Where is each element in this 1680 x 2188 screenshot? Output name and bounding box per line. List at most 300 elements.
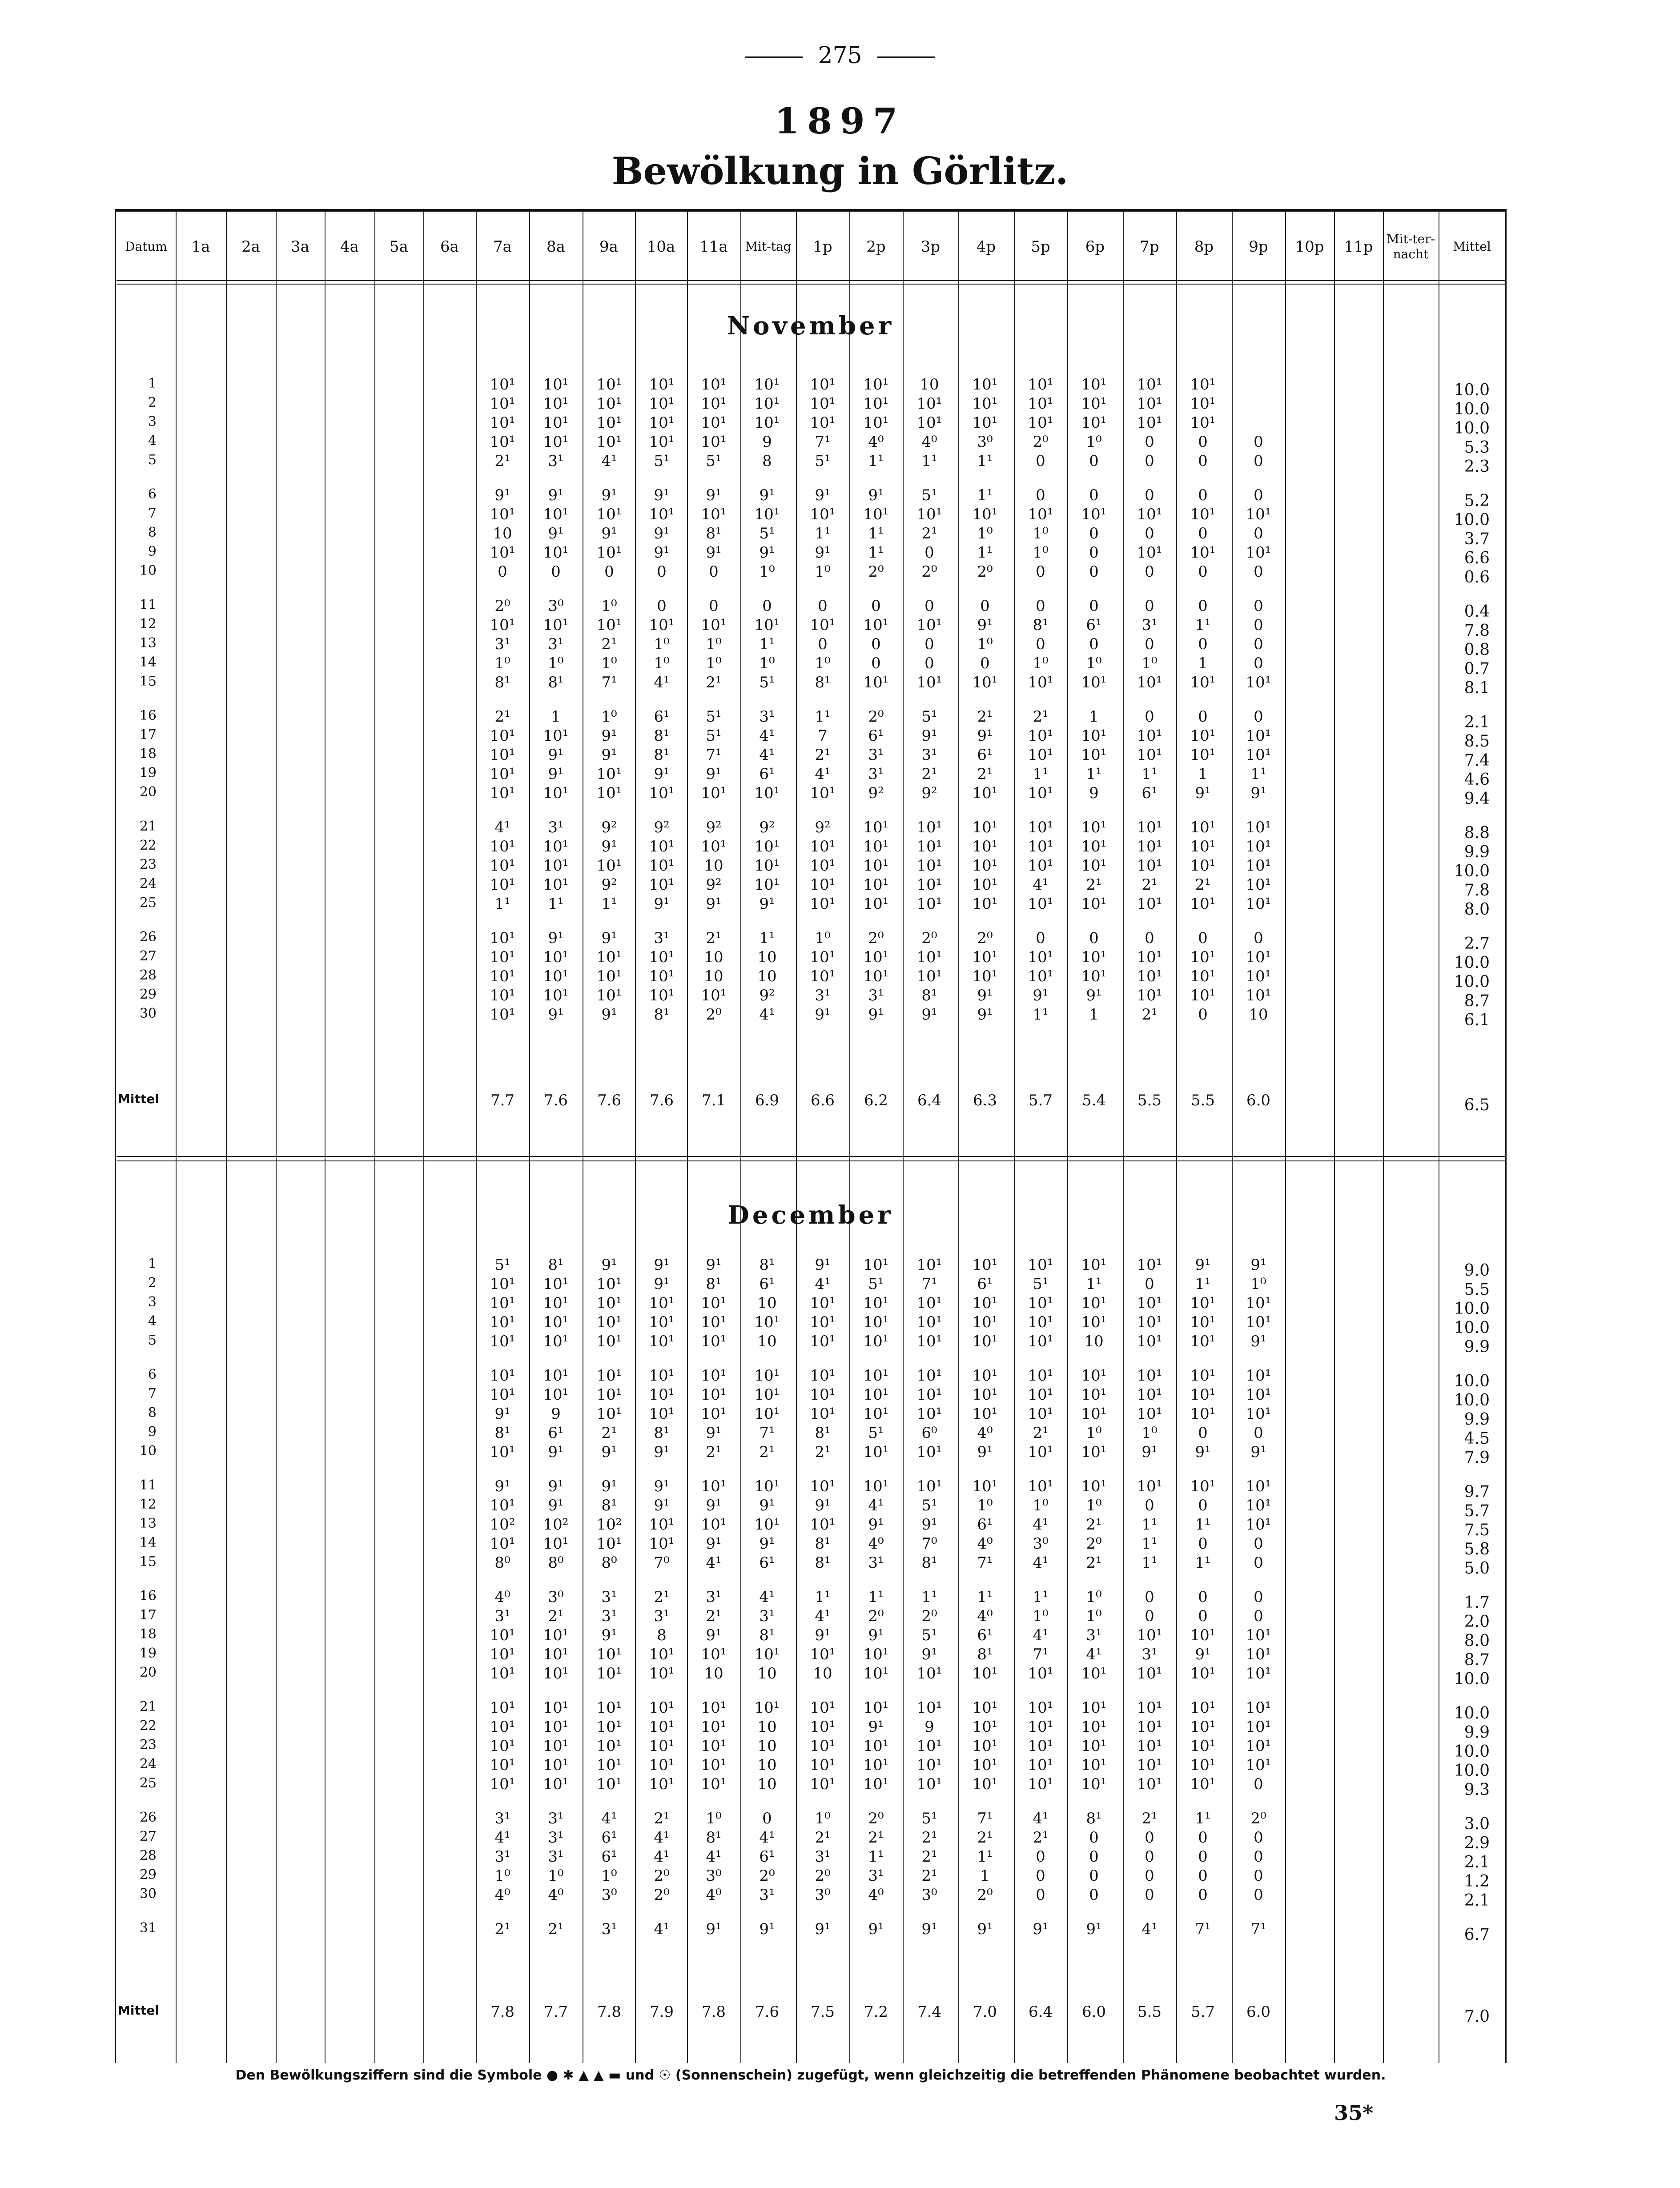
hourly-value: 0	[657, 563, 667, 581]
hourly-value: 10¹	[490, 1386, 515, 1404]
hourly-value: 10¹	[863, 674, 889, 691]
hourly-value: 10¹	[1190, 1756, 1216, 1774]
section-rule-2	[117, 1160, 1505, 1161]
hourly-value: 0	[980, 597, 990, 615]
hourly-value: 10	[757, 1718, 777, 1736]
hourly-value: 10¹	[701, 784, 727, 802]
hourly-value: 1¹	[1195, 1810, 1211, 1827]
hourly-value: 1⁰	[1086, 1497, 1102, 1514]
hourly-value: 4¹	[759, 1829, 775, 1847]
hourly-value: 10¹	[1246, 1386, 1271, 1404]
hourly-value: 10¹	[916, 819, 942, 836]
day-number: 2	[148, 395, 157, 410]
hourly-value: 10¹	[1028, 395, 1053, 413]
column-header: 9a	[599, 238, 618, 256]
day-number: 20	[139, 1665, 157, 1680]
hourly-value: 10¹	[1081, 746, 1107, 764]
hourly-value: 3⁰	[601, 1886, 617, 1904]
hourly-value: 10¹	[916, 968, 942, 985]
hourly-value: 9¹	[548, 1443, 564, 1461]
hourly-value: 4¹	[601, 1810, 617, 1827]
hourly-value: 10¹	[972, 506, 998, 523]
hourly-value: 10¹	[1190, 895, 1216, 913]
hourly-value: 6¹	[868, 727, 884, 745]
hourly-value: 9	[924, 1718, 934, 1736]
hourly-value: 10¹	[1137, 838, 1162, 855]
hourly-value: 10¹	[1246, 1646, 1271, 1663]
hourly-value: 10¹	[972, 838, 998, 855]
day-number: 3	[148, 1294, 157, 1310]
hourly-value: 2¹	[977, 1829, 993, 1847]
hourly-value: 10¹	[1137, 1386, 1162, 1404]
hourly-value: 0	[818, 635, 828, 653]
hourly-value: 10¹	[916, 1256, 942, 1274]
hourly-value: 2¹	[977, 708, 993, 726]
hourly-value: 0	[1254, 1867, 1263, 1885]
column-rule	[226, 212, 227, 2063]
hourly-value: 3¹	[601, 1588, 617, 1606]
column-header: 3p	[920, 238, 940, 256]
hourly-value: 9¹	[706, 1497, 722, 1514]
daily-mean: 10.0	[1454, 954, 1490, 972]
hourly-value: 10¹	[1190, 1665, 1216, 1682]
hourly-value: 10¹	[972, 395, 998, 413]
hourly-value: 10¹	[543, 1367, 569, 1385]
hourly-value: 10¹	[1028, 1313, 1053, 1331]
hourly-value: 10¹	[649, 1699, 675, 1717]
hourly-value: 10¹	[810, 414, 836, 432]
hourly-value: 9¹	[601, 746, 617, 764]
hourly-value: 3¹	[601, 1920, 617, 1938]
hourly-value: 10¹	[972, 948, 998, 966]
daily-mean: 9.7	[1464, 1483, 1490, 1501]
hourly-value: 2¹	[1086, 876, 1102, 894]
hourly-value: 9²	[759, 987, 775, 1004]
hourly-value: 2¹	[1033, 708, 1049, 726]
hourly-value: 0	[1254, 486, 1263, 504]
hourly-value: 8¹	[548, 674, 564, 691]
hourly-value: 10¹	[810, 1367, 836, 1385]
hourly-value: 1¹	[815, 1588, 831, 1606]
hourly-value: 10¹	[490, 838, 515, 855]
daily-mean: 6.1	[1464, 1011, 1490, 1029]
hourly-value: 10¹	[490, 1699, 515, 1717]
hourly-value: 10¹	[543, 414, 569, 432]
hourly-value: 10¹	[649, 876, 675, 894]
hourly-value: 0	[1145, 452, 1154, 470]
hourly-value: 9¹	[706, 1626, 722, 1644]
daily-mean: 10.0	[1454, 862, 1490, 880]
hourly-value: 10¹	[701, 616, 727, 634]
hourly-value: 9¹	[706, 1256, 722, 1274]
hourly-value: 10¹	[649, 838, 675, 855]
hourly-value: 1¹	[1033, 1006, 1049, 1024]
hourly-value: 10¹	[649, 1665, 675, 1682]
hourly-value: 10¹	[649, 616, 675, 634]
hourly-mean: 7.4	[917, 2003, 942, 2021]
hourly-value: 10¹	[596, 1535, 622, 1553]
hourly-value: 10¹	[596, 544, 622, 562]
hourly-value: 1¹	[921, 1588, 937, 1606]
hourly-value: 10¹	[649, 1367, 675, 1385]
hourly-value: 10¹	[1028, 784, 1053, 802]
hourly-value: 10¹	[596, 784, 622, 802]
hourly-value: 0	[1198, 635, 1208, 653]
hourly-value: 10¹	[490, 544, 515, 562]
hourly-value: 8	[762, 452, 772, 470]
hourly-value: 10¹	[972, 1756, 998, 1774]
column-header: 11a	[699, 238, 728, 256]
hourly-value: 1⁰	[706, 1810, 722, 1827]
hourly-value: 0	[818, 597, 828, 615]
hourly-value: 10¹	[1190, 1367, 1216, 1385]
hourly-value: 10²	[543, 1516, 569, 1534]
hourly-value: 10¹	[490, 1535, 515, 1553]
daily-mean: 7.5	[1464, 1521, 1490, 1539]
column-rule	[796, 212, 797, 2063]
hourly-value: 0	[1036, 635, 1045, 653]
hourly-value: 4⁰	[921, 433, 937, 451]
hourly-value: 10¹	[1081, 1756, 1107, 1774]
hourly-value: 3¹	[868, 765, 884, 783]
hourly-value: 10¹	[810, 948, 836, 966]
hourly-value: 6¹	[548, 1424, 564, 1442]
hourly-value: 10¹	[490, 1313, 515, 1331]
hourly-value: 10¹	[649, 506, 675, 523]
hourly-value: 9²	[921, 784, 937, 802]
hourly-value: 9¹	[759, 895, 775, 913]
hourly-value: 0	[1198, 452, 1208, 470]
hourly-value: 10¹	[596, 765, 622, 783]
hourly-value: 10¹	[649, 433, 675, 451]
column-header: Mit‐tag	[745, 239, 792, 254]
hourly-value: 4⁰	[977, 1424, 993, 1442]
day-number: 11	[139, 597, 157, 613]
hourly-value: 6¹	[977, 746, 993, 764]
hourly-value: 10	[920, 376, 939, 393]
hourly-value: 10¹	[596, 948, 622, 966]
hourly-value: 0	[1036, 597, 1045, 615]
column-header: 1p	[813, 238, 832, 256]
hourly-value: 10¹	[543, 857, 569, 875]
day-number: 16	[139, 708, 157, 723]
hourly-value: 10¹	[596, 1646, 622, 1663]
hourly-value: 10¹	[1081, 1256, 1107, 1274]
daily-mean: 8.0	[1464, 1632, 1490, 1650]
hourly-value: 10¹	[972, 1477, 998, 1495]
hourly-value: 0	[1198, 433, 1208, 451]
day-number: 12	[139, 616, 157, 632]
hourly-value: 10¹	[649, 1333, 675, 1350]
hourly-value: 10¹	[1190, 1626, 1216, 1644]
hourly-value: 10¹	[863, 1256, 889, 1274]
hourly-value: 4⁰	[977, 1535, 993, 1553]
day-number: 30	[139, 1006, 157, 1021]
column-rule	[849, 212, 850, 2063]
hourly-value: 2¹	[706, 929, 722, 947]
hourly-value: 1⁰	[548, 654, 564, 672]
hourly-value: 10¹	[1028, 727, 1053, 745]
hourly-value: 10¹	[649, 1775, 675, 1793]
hourly-value: 10¹	[972, 1405, 998, 1423]
hourly-value: 10¹	[649, 1294, 675, 1312]
hourly-value: 3¹	[815, 987, 831, 1004]
hourly-value: 10¹	[916, 857, 942, 875]
hourly-value: 1⁰	[706, 654, 722, 672]
hourly-value: 10¹	[863, 395, 889, 413]
hourly-value: 10¹	[490, 1718, 515, 1736]
column-rule	[1232, 212, 1233, 2063]
hourly-value: 1¹	[1033, 1588, 1049, 1606]
day-number: 21	[139, 819, 157, 834]
column-header: 10a	[647, 238, 675, 256]
hourly-value: 1	[1089, 1006, 1099, 1024]
hourly-value: 10¹	[754, 1646, 780, 1663]
hourly-value: 10¹	[596, 506, 622, 523]
hourly-value: 9¹	[1250, 1333, 1266, 1350]
hourly-value: 3¹	[706, 1588, 722, 1606]
hourly-value: 10¹	[596, 433, 622, 451]
daily-mean: 7.8	[1464, 622, 1490, 640]
column-rule	[176, 212, 177, 2063]
hourly-value: 10¹	[1028, 1756, 1053, 1774]
hourly-value: 1	[551, 708, 561, 726]
hourly-value: 10¹	[1028, 746, 1053, 764]
hourly-value: 10¹	[972, 1333, 998, 1350]
hourly-value: 10¹	[972, 819, 998, 836]
hourly-value: 1⁰	[759, 654, 775, 672]
hourly-value: 9¹	[654, 544, 670, 562]
hourly-value: 0	[924, 654, 934, 672]
hourly-value: 1⁰	[1033, 1607, 1049, 1625]
hourly-value: 10¹	[1190, 1386, 1216, 1404]
hourly-value: 9¹	[1086, 987, 1102, 1004]
hourly-value: 8⁰	[601, 1554, 617, 1572]
hourly-value: 10¹	[490, 987, 515, 1004]
hourly-mean: 7.8	[490, 2003, 515, 2021]
hourly-value: 0	[1145, 1867, 1154, 1885]
hourly-value: 10	[757, 1775, 777, 1793]
hourly-value: 10¹	[701, 1386, 727, 1404]
hourly-value: 0	[1089, 452, 1099, 470]
column-header: Mittel	[1453, 239, 1491, 254]
hourly-value: 10¹	[1137, 506, 1162, 523]
hourly-value: 2¹	[759, 1443, 775, 1461]
hourly-value: 0	[709, 563, 719, 581]
hourly-value: 9¹	[654, 525, 670, 542]
hourly-value: 0	[1145, 433, 1154, 451]
hourly-value: 10¹	[916, 1737, 942, 1755]
hourly-value: 10¹	[543, 1699, 569, 1717]
hourly-value: 10¹	[863, 1367, 889, 1385]
hourly-value: 10¹	[1246, 544, 1271, 562]
hourly-value: 9²	[815, 819, 831, 836]
hourly-value: 4¹	[759, 746, 775, 764]
hourly-value: 1⁰	[601, 708, 617, 726]
hourly-value: 10¹	[1246, 895, 1271, 913]
hourly-value: 5¹	[1033, 1275, 1049, 1293]
hourly-value: 10¹	[649, 395, 675, 413]
hourly-value: 10¹	[1081, 727, 1107, 745]
hourly-value: 0	[1254, 525, 1263, 542]
hourly-value: 10¹	[596, 1665, 622, 1682]
column-header: 2p	[866, 238, 886, 256]
hourly-value: 10¹	[490, 784, 515, 802]
hourly-value: 10¹	[490, 1443, 515, 1461]
hourly-value: 2⁰	[921, 929, 937, 947]
hourly-value: 3⁰	[977, 433, 993, 451]
hourly-value: 10¹	[1190, 838, 1216, 855]
hourly-value: 10¹	[1081, 948, 1107, 966]
hourly-value: 0	[551, 563, 561, 581]
hourly-value: 9¹	[548, 1006, 564, 1024]
hourly-value: 0	[1145, 1829, 1154, 1847]
hourly-value: 9¹	[921, 727, 937, 745]
hourly-value: 8¹	[759, 1626, 775, 1644]
hourly-value: 1¹	[868, 544, 884, 562]
hourly-value: 0	[1198, 525, 1208, 542]
hourly-value: 0	[1254, 452, 1263, 470]
hourly-value: 2⁰	[815, 1867, 831, 1885]
hourly-value: 10¹	[1081, 819, 1107, 836]
hourly-value: 7¹	[759, 1424, 775, 1442]
hourly-value: 6¹	[1086, 616, 1102, 634]
hourly-mean: 7.5	[810, 2003, 835, 2021]
hourly-value: 9¹	[601, 1256, 617, 1274]
hourly-value: 7¹	[1250, 1920, 1266, 1938]
hourly-value: 3¹	[868, 987, 884, 1004]
hourly-value: 2¹	[1086, 1554, 1102, 1572]
hourly-value: 9	[762, 433, 772, 451]
daily-mean: 9.9	[1464, 843, 1490, 861]
hourly-value: 8¹	[494, 1424, 510, 1442]
hourly-value: 9¹	[494, 486, 510, 504]
hourly-value: 2⁰	[1086, 1535, 1102, 1553]
hourly-value: 4¹	[1086, 1646, 1102, 1663]
hourly-value: 9¹	[759, 544, 775, 562]
hourly-value: 10¹	[810, 1737, 836, 1755]
daily-mean: 5.3	[1464, 438, 1490, 457]
hourly-value: 10¹	[972, 1775, 998, 1793]
hourly-value: 0	[1254, 1775, 1263, 1793]
hourly-value: 10¹	[490, 414, 515, 432]
hourly-value: 10¹	[972, 1737, 998, 1755]
hourly-value: 1¹	[1195, 1275, 1211, 1293]
hourly-value: 10¹	[490, 1294, 515, 1312]
hourly-value: 2¹	[706, 1607, 722, 1625]
hourly-value: 2¹	[921, 765, 937, 783]
hourly-value: 10¹	[916, 1405, 942, 1423]
hourly-value: 8¹	[654, 727, 670, 745]
hourly-value: 10¹	[1137, 968, 1162, 985]
hourly-value: 9¹	[706, 1920, 722, 1938]
hourly-value: 10¹	[810, 616, 836, 634]
hourly-value: 3¹	[759, 1886, 775, 1904]
hourly-value: 8¹	[548, 1256, 564, 1274]
day-number: 10	[139, 563, 157, 578]
hourly-value: 1⁰	[654, 635, 670, 653]
column-header: 5p	[1031, 238, 1050, 256]
hourly-value: 10¹	[863, 414, 889, 432]
hourly-value: 10¹	[863, 819, 889, 836]
day-number: 12	[139, 1497, 157, 1512]
day-number: 24	[139, 876, 157, 891]
hourly-value: 0	[1254, 616, 1263, 634]
hourly-value: 1⁰	[977, 635, 993, 653]
hourly-value: 10¹	[543, 838, 569, 855]
hourly-value: 10¹	[701, 1699, 727, 1717]
day-number: 22	[139, 1718, 157, 1734]
hourly-value: 10¹	[701, 1646, 727, 1663]
hourly-value: 10¹	[490, 727, 515, 745]
footnote: Den Bewölkungsziffern sind die Symbole ● ✱ ▲ ▲ ▬ und ☉ (Sonnenschein) zugefügt, wenn gleichzeitig die betreffenden Phänomene beobachtet wurden.	[235, 2068, 1386, 2083]
hourly-value: 0	[1254, 1424, 1263, 1442]
hourly-value: 10¹	[490, 1006, 515, 1024]
hourly-value: 10¹	[1190, 506, 1216, 523]
hourly-value: 10¹	[1137, 376, 1162, 393]
hourly-value: 10¹	[916, 674, 942, 691]
hourly-value: 1⁰	[1086, 1424, 1102, 1442]
hourly-value: 10¹	[596, 376, 622, 393]
hourly-value: 5¹	[706, 708, 722, 726]
hourly-value: 10¹	[972, 414, 998, 432]
daily-mean: 8.0	[1464, 900, 1490, 919]
hourly-value: 10¹	[754, 838, 780, 855]
hourly-value: 0	[1198, 486, 1208, 504]
hourly-value: 10¹	[1246, 987, 1271, 1004]
hourly-value: 10¹	[1190, 819, 1216, 836]
hourly-value: 10¹	[863, 1699, 889, 1717]
month-heading: November	[727, 311, 895, 341]
hourly-value: 10¹	[490, 857, 515, 875]
day-number: 9	[148, 1424, 157, 1440]
month-heading: December	[727, 1200, 894, 1230]
hourly-mean: 7.9	[649, 2003, 674, 2021]
hourly-value: 10¹	[1028, 1333, 1053, 1350]
hourly-value: 10¹	[1246, 968, 1271, 985]
daily-mean: 10.0	[1454, 973, 1490, 991]
hourly-value: 10	[757, 1756, 777, 1774]
hourly-value: 3¹	[494, 1810, 510, 1827]
hourly-value: 9¹	[868, 1718, 884, 1736]
hourly-value: 9²	[759, 819, 775, 836]
hourly-value: 9¹	[1033, 1920, 1049, 1938]
hourly-value: 10¹	[1190, 376, 1216, 393]
hourly-value: 9¹	[921, 1006, 937, 1024]
column-header: 4a	[340, 238, 359, 256]
column-header: 8a	[547, 238, 565, 256]
day-number: 11	[139, 1477, 157, 1493]
hourly-value: 10¹	[543, 506, 569, 523]
hourly-value: 10	[757, 1737, 777, 1755]
hourly-value: 8¹	[601, 1497, 617, 1514]
hourly-value: 10¹	[916, 616, 942, 634]
hourly-value: 7¹	[601, 674, 617, 691]
hourly-value: 10¹	[1246, 948, 1271, 966]
hourly-value: 10¹	[649, 1756, 675, 1774]
hourly-value: 6¹	[759, 765, 775, 783]
hourly-value: 9²	[654, 819, 670, 836]
daily-mean: 8.7	[1464, 992, 1490, 1010]
hourly-value: 10¹	[1137, 895, 1162, 913]
day-number: 27	[139, 948, 157, 964]
hourly-value: 10¹	[754, 1516, 780, 1534]
hourly-value: 8⁰	[494, 1554, 510, 1572]
column-header: 3a	[291, 238, 309, 256]
hourly-value: 10¹	[1190, 987, 1216, 1004]
hourly-value: 4¹	[706, 1554, 722, 1572]
hourly-value: 1¹	[977, 544, 993, 562]
